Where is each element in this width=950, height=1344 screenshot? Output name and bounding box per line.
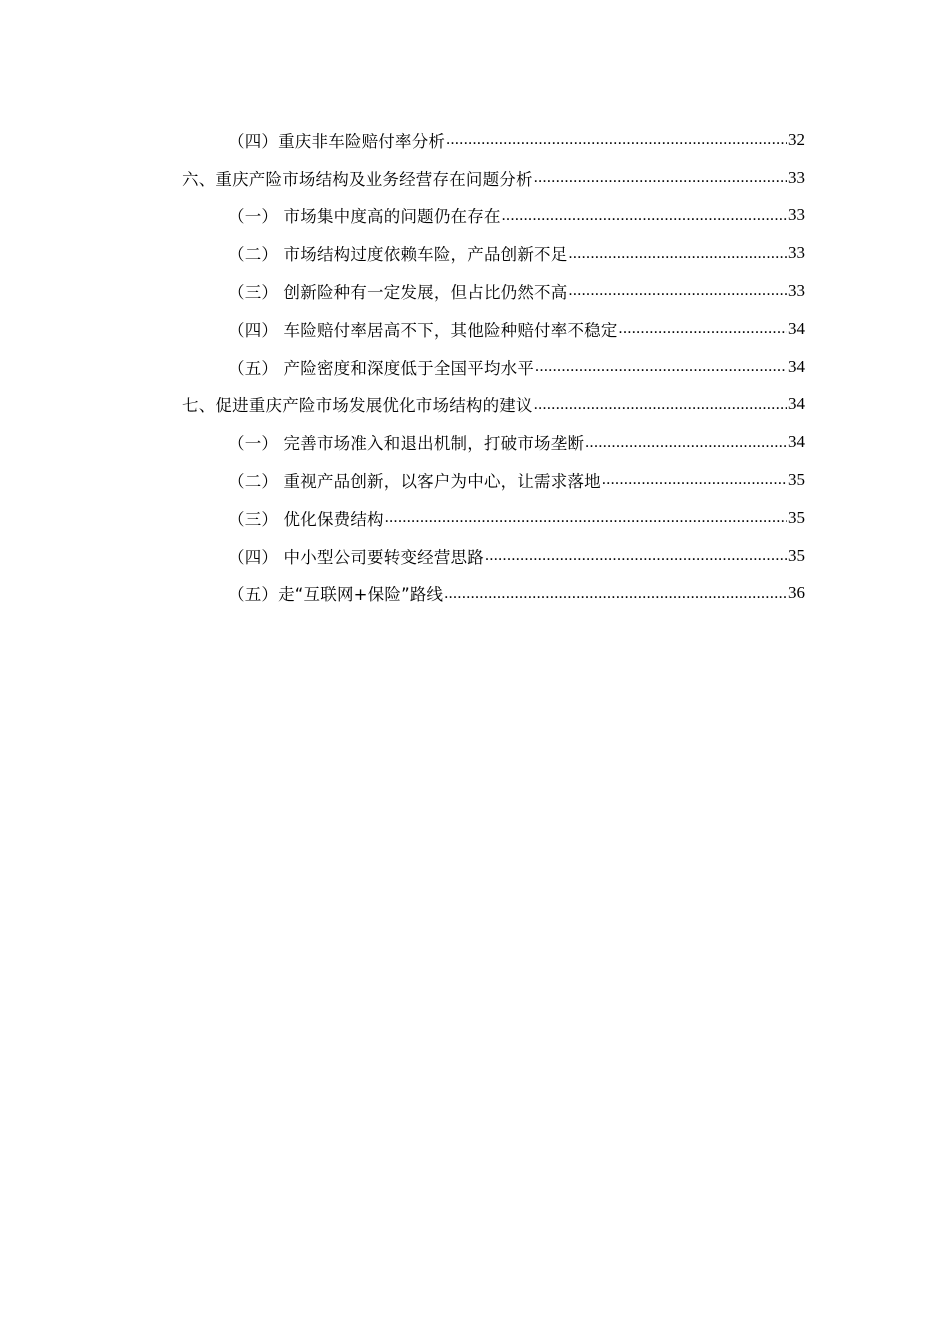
toc-entry-title: （一） 完善市场准入和退出机制，打破市场垄断 — [228, 434, 585, 454]
toc-entry[interactable] — [0, 537, 805, 575]
toc-entry[interactable] — [0, 159, 805, 197]
toc-entry[interactable] — [0, 272, 805, 310]
toc-leader-dots — [502, 206, 787, 225]
toc-page-number: 34 — [788, 432, 805, 452]
toc-page-number: 33 — [788, 243, 805, 263]
toc-entry-title: （五）走“互联网+保险”路线 — [228, 585, 444, 605]
toc-leader-dots — [585, 433, 787, 452]
toc-entry[interactable] — [0, 348, 805, 386]
toc-page-number: 34 — [788, 356, 805, 376]
toc-entry-title: （三） 优化保费结构 — [228, 509, 384, 529]
toc-page-number: 34 — [788, 394, 805, 414]
toc-page-number: 35 — [788, 470, 805, 490]
toc-page-number: 32 — [788, 129, 805, 149]
toc-page-number: 35 — [788, 545, 805, 565]
toc-entry[interactable] — [0, 423, 805, 461]
toc-entry[interactable] — [0, 461, 805, 499]
toc-page-number: 33 — [788, 167, 805, 187]
toc-leader-dots — [385, 508, 787, 527]
toc-leader-dots — [485, 546, 787, 565]
toc-leader-dots — [444, 584, 787, 603]
toc-entry-title: （二） 市场结构过度依赖车险，产品创新不足 — [228, 245, 568, 265]
toc-entry[interactable] — [0, 499, 805, 537]
toc-entry-title: 六、重庆产险市场结构及业务经营存在问题分析 — [182, 169, 533, 189]
toc-leader-dots — [534, 395, 787, 414]
toc-leader-dots — [446, 130, 787, 149]
toc-entry-title: 七、促进重庆产险市场发展优化市场结构的建议 — [182, 396, 533, 416]
toc-leader-dots — [568, 281, 787, 300]
toc-page-number: 36 — [788, 583, 805, 603]
toc-entry-title: （三） 创新险种有一定发展，但占比仍然不高 — [228, 283, 568, 303]
toc-entry[interactable] — [0, 197, 805, 235]
toc-entry-title: （四）重庆非车险赔付率分析 — [228, 131, 446, 151]
toc-page-number: 33 — [788, 205, 805, 225]
toc-entry[interactable] — [0, 386, 805, 424]
table-of-contents — [0, 121, 950, 612]
toc-entry-title: （五） 产险密度和深度低于全国平均水平 — [228, 358, 535, 378]
toc-page-number: 33 — [788, 281, 805, 301]
toc-entry-title: （二） 重视产品创新，以客户为中心，让需求落地 — [228, 472, 601, 492]
toc-entry[interactable] — [0, 310, 805, 348]
toc-leader-dots — [568, 244, 787, 263]
toc-entry[interactable] — [0, 234, 805, 272]
toc-leader-dots — [619, 319, 787, 338]
toc-entry[interactable] — [0, 121, 805, 159]
toc-leader-dots — [534, 168, 787, 187]
toc-entry-title: （一） 市场集中度高的问题仍在存在 — [228, 207, 501, 227]
toc-entry-title: （四） 中小型公司要转变经营思路 — [228, 547, 484, 567]
toc-leader-dots — [535, 357, 787, 376]
toc-leader-dots — [602, 470, 787, 489]
toc-page-number: 35 — [788, 507, 805, 527]
toc-entry[interactable] — [0, 575, 805, 613]
toc-entry-title: （四） 车险赔付率居高不下，其他险种赔付率不稳定 — [228, 320, 618, 340]
toc-page-number: 34 — [788, 318, 805, 338]
